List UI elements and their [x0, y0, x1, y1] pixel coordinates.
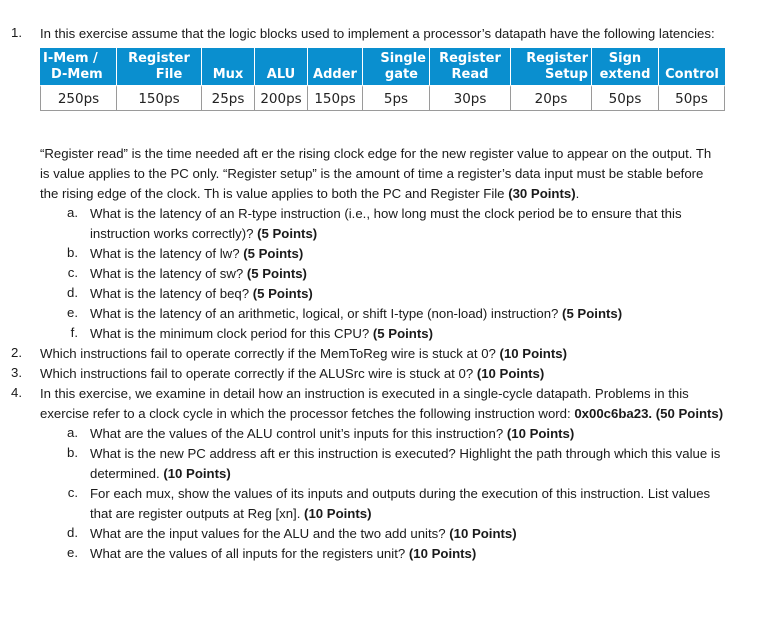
q4-line-2: exercise refer to a clock cycle in which the processor fetches the following instruction word: 0x00c6ba23. (50 Points): [40, 406, 724, 421]
header-register-setup: Register Setup: [510, 48, 591, 85]
q3-number: 3.: [11, 365, 22, 380]
header-sign-extend: Sign extend: [591, 48, 658, 85]
q4d-label: d.: [67, 525, 78, 540]
latency-value-row: [40, 85, 725, 111]
q4b-line-2: determined. (10 Points): [90, 466, 231, 481]
value-imem-dmem: 250ps: [40, 85, 116, 111]
value-register-setup: 20ps: [510, 85, 591, 111]
q1f-label: f.: [70, 325, 78, 340]
q2-number: 2.: [11, 345, 22, 360]
q2-text: Which instructions fail to operate correctly if the MemToReg wire is stuck at 0? (10 Points): [40, 346, 567, 361]
q1c-line-1: What is the latency of sw? (5 Points): [90, 266, 307, 281]
value-register-file: 150ps: [116, 85, 201, 111]
q1c-label: c.: [67, 265, 78, 280]
latency-table: [40, 48, 725, 111]
header-register-file: Register File: [116, 48, 201, 85]
value-alu: 200ps: [254, 85, 307, 111]
value-mux: 25ps: [201, 85, 254, 111]
value-adder: 150ps: [307, 85, 362, 111]
q4c-label: c.: [67, 485, 78, 500]
value-register-read: 30ps: [429, 85, 510, 111]
q1-number: 1.: [11, 25, 22, 40]
latency-header-row: [40, 48, 725, 85]
value-single-gate: 5ps: [362, 85, 429, 111]
q1a-line-1: What is the latency of an R-type instruction (i.e., how long must the clock period be to ensure that this: [90, 206, 682, 221]
q1-para-line-2: is value applies to the PC only. “Register setup” is the amount of time a register’s data input must be stable before: [40, 166, 704, 181]
q4c-line-1: For each mux, show the values of its inputs and outputs during the execution of this instruction. List values: [90, 486, 711, 501]
header-register-read: Register Read: [429, 48, 510, 85]
q3-text: Which instructions fail to operate correctly if the ALUSrc wire is stuck at 0? (10 Points): [40, 366, 545, 381]
q1d-label: d.: [67, 285, 78, 300]
header-imem-dmem: I-Mem / D-Mem: [40, 48, 116, 85]
q1e-label: e.: [67, 305, 78, 320]
value-control: 50ps: [658, 85, 725, 111]
header-adder: Adder: [307, 48, 362, 85]
q1a-label: a.: [67, 205, 78, 220]
q4b-label: b.: [67, 445, 78, 460]
q1b-label: b.: [67, 245, 78, 260]
q4a-line-1: What are the values of the ALU control unit’s inputs for this instruction? (10 Points): [90, 426, 575, 441]
q1f-line-1: What is the minimum clock period for this CPU? (5 Points): [90, 326, 433, 341]
q4-line-1: In this exercise, we examine in detail how an instruction is executed in a single-cycle datapath. Problems in this: [40, 386, 689, 401]
q4e-label: e.: [67, 545, 78, 560]
q1-para-line-1: “Register read” is the time needed aft er the rising clock edge for the new register value to appear on the output. Th: [40, 146, 712, 161]
q4e-line-1: What are the values of all inputs for the registers unit? (10 Points): [90, 546, 477, 561]
q4-number: 4.: [11, 385, 22, 400]
q1e-line-1: What is the latency of an arithmetic, logical, or shift I-type (non-load) instruction? (5 Points): [90, 306, 623, 321]
header-single-gate: Single gate: [362, 48, 429, 85]
instruction-word: 0x00c6ba23.: [574, 406, 653, 421]
q4a-label: a.: [67, 425, 78, 440]
q1-para-line-3: the rising edge of the clock. Th is value applies to both the PC and Register File (30 Points).: [40, 186, 580, 201]
q1a-line-2: instruction works correctly)? (5 Points): [90, 226, 318, 241]
header-control: Control: [658, 48, 725, 85]
header-alu: ALU: [254, 48, 307, 85]
q4c-line-2: that are register outputs at Reg [xn]. (10 Points): [90, 506, 372, 521]
q1b-line-1: What is the latency of lw? (5 Points): [90, 246, 304, 261]
q1d-line-1: What is the latency of beq? (5 Points): [90, 286, 313, 301]
q4d-line-1: What are the input values for the ALU and the two add units? (10 Points): [90, 526, 517, 541]
value-sign-extend: 50ps: [591, 85, 658, 111]
header-mux: Mux: [201, 48, 254, 85]
q4b-line-1: What is the new PC address aft er this instruction is executed? Highlight the path through which this value is: [90, 446, 721, 461]
q1-intro: In this exercise assume that the logic blocks used to implement a processor’s datapath have the following latencies:: [40, 26, 715, 41]
